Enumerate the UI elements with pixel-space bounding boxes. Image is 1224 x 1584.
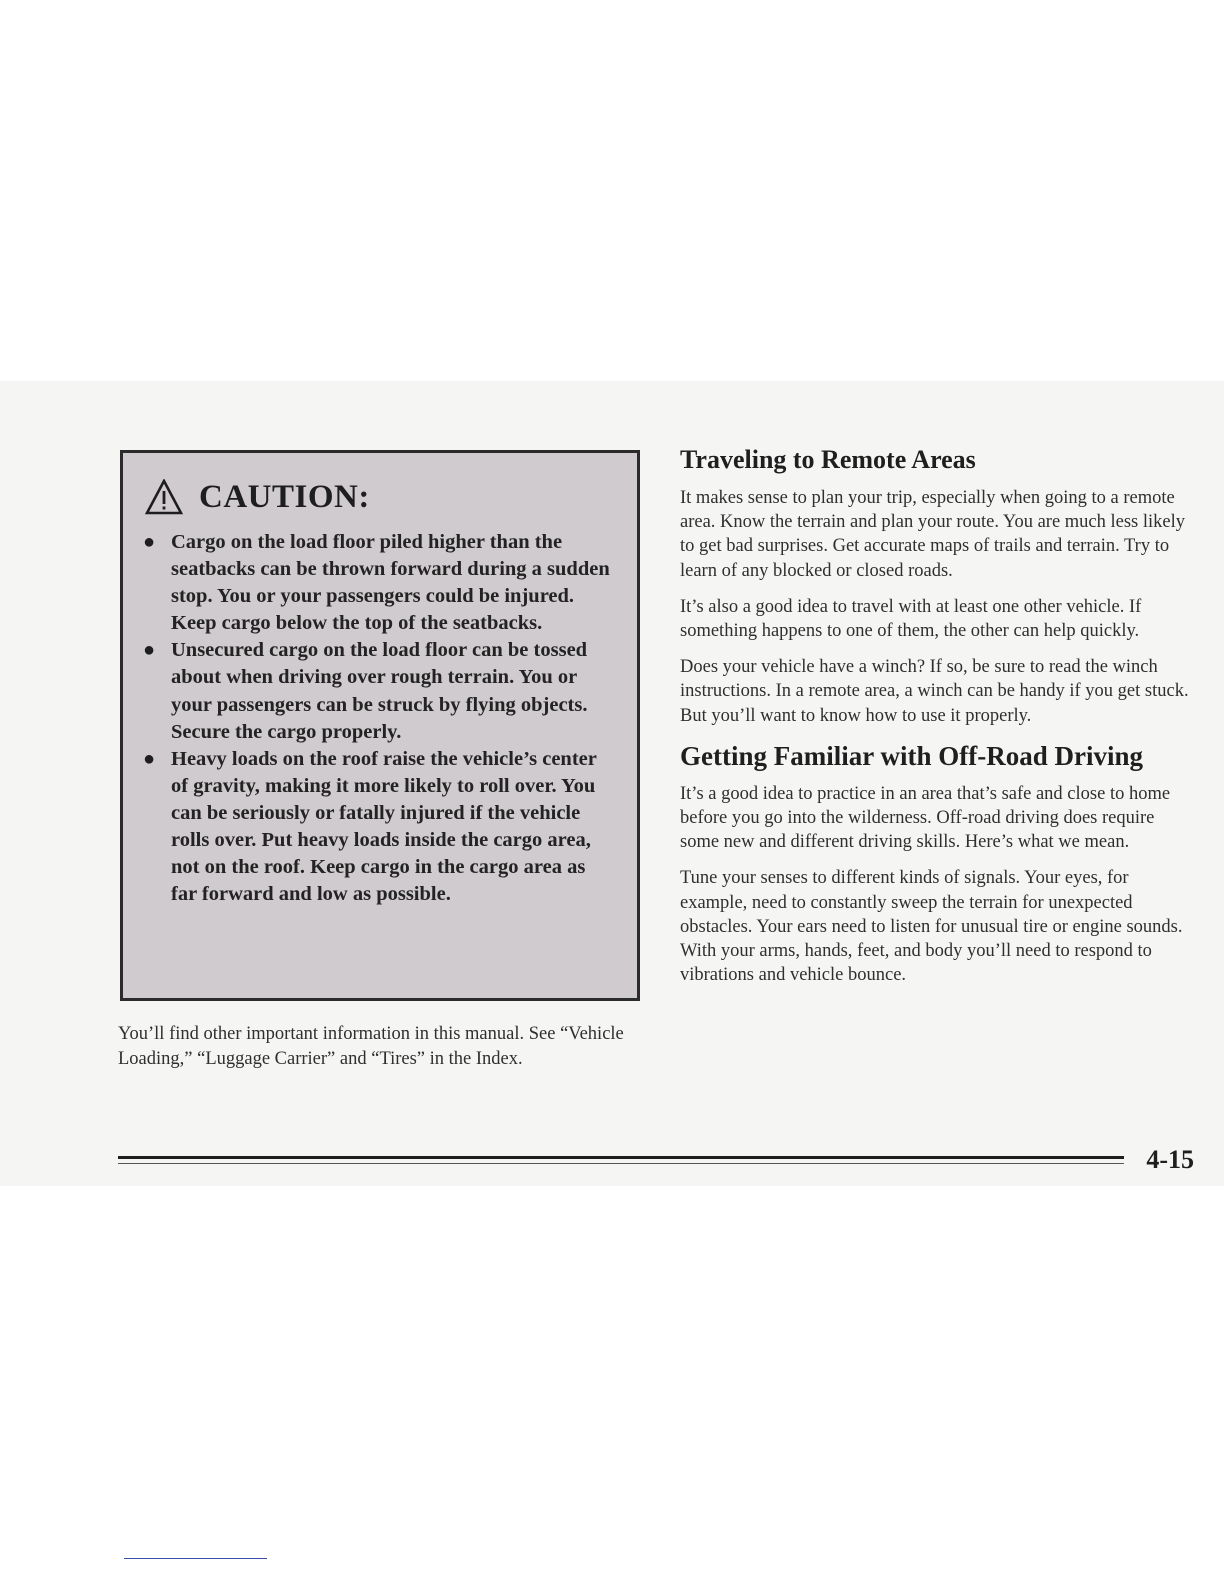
paragraph: Does your vehicle have a winch? If so, be sure to read the winch instructions. In a remote area, a winch can be handy if you get stuck. But you’ll want to know how to use it properly. [680,657,1189,726]
caution-header [145,475,611,519]
caution-item [143,637,611,745]
caution-item-text: Heavy loads on the roof raise the vehicle’s center of gravity, making it more likely to roll over. You can be seriously or fatally injured if the vehicle rolls over. Put heavy loads inside the cargo area, not on the roof. Keep cargo in the cargo area as far forward and low as possible. [171,747,597,906]
caution-title: CAUTION: [199,478,370,515]
paragraph: Tune your senses to different kinds of signals. Your eyes, for example, need to constantly sweep the terrain for unexpected obstacles. Your ears need to listen for unusual tire or engine sounds. With your arms, hands, feet, and body you’ll need to respond to vibrations and vehicle bounce. [680,868,1183,986]
paragraph: It’s a good idea to practice in an area that’s safe and close to home before you go into the wilderness. Off-road driving does require some new and different driving skills. Here’s what we mean. [680,783,1171,853]
caution-item-text: Cargo on the load floor piled higher than the seatbacks can be thrown forward during a sudden stop. You or your passengers could be injured. Keep cargo below the top of the seatbacks. [171,531,610,635]
divider [124,1558,267,1559]
footer-rule-thin [118,1163,1124,1164]
section-heading-remote-areas: Traveling to Remote Areas [680,445,976,474]
bullet-icon: ● [143,639,156,662]
caution-item [143,529,611,637]
paragraph: It’s also a good idea to travel with at least one other vehicle. If something happens to one of them, the other can help quickly. [680,596,1142,642]
footer-rule [118,1156,1124,1159]
caution-list [143,529,611,908]
bullet-icon: ● [143,747,156,770]
caution-item-text: Unsecured cargo on the load floor can be tossed about when driving over rough terrain. You or your passengers can be struck by flying objects. Secure the cargo properly. [171,639,588,743]
right-column [680,444,1192,999]
cross-reference-note: You’ll find other important information in this manual. See “Vehicle Loading,” “Luggage Carrier” and “Tires” in the Index. [118,1024,624,1069]
paragraph: It makes sense to plan your trip, especially when going to a remote area. Know the terrain and plan your route. You are much less likely to get bad surprises. Get accurate maps of trails and terrain. Try to learn of any blocked or closed roads. [680,488,1186,581]
caution-item [143,746,611,909]
page-number: 4-15 [1146,1145,1194,1174]
caution-box [120,450,640,1001]
warning-triangle-icon [145,479,183,515]
bullet-icon: ● [143,531,156,553]
section-heading-off-road-driving: Getting Familiar with Off-Road Driving [680,740,1143,771]
